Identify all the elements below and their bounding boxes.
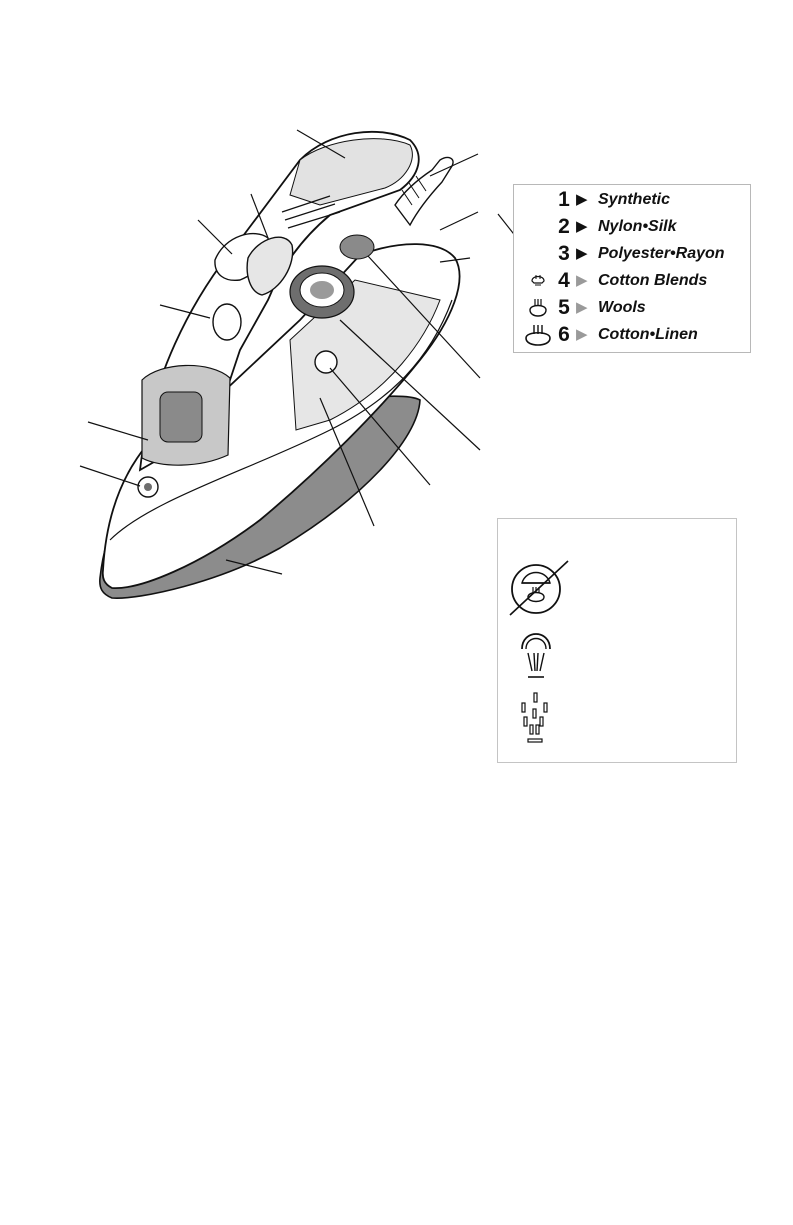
fabric-row-2 — [514, 213, 752, 241]
steam-burst-icon — [506, 623, 570, 687]
steam-medium-icon — [522, 296, 554, 320]
fabric-row-6 — [514, 321, 752, 349]
setting-number: 4 — [558, 269, 570, 292]
no-steam-icon — [506, 555, 570, 619]
play-arrow-icon: ▶ — [576, 245, 588, 262]
steam-large-icon — [522, 323, 554, 347]
play-arrow-icon: ▶ — [576, 191, 588, 208]
setting-number: 3 — [558, 242, 570, 265]
steam-small-icon — [522, 269, 554, 293]
fabric-row-5 — [514, 294, 752, 322]
fabric-name: Polyester•Rayon — [598, 245, 725, 262]
self-clean-button — [315, 351, 337, 373]
play-arrow-icon: ▶ — [576, 272, 588, 289]
setting-number: 5 — [558, 296, 570, 319]
vertical-steam-icon — [506, 691, 570, 755]
fabric-name: Wools — [598, 299, 646, 316]
fabric-name: Nylon•Silk — [598, 218, 677, 235]
play-arrow-icon: ▶ — [576, 218, 588, 235]
play-arrow-icon: ▶ — [576, 299, 588, 316]
setting-number: 2 — [558, 215, 570, 238]
setting-number: 6 — [558, 323, 570, 346]
water-window-inner — [160, 392, 202, 442]
play-arrow-icon: ▶ — [576, 326, 588, 343]
fabric-name: Cotton Blends — [598, 272, 708, 289]
fabric-row-1 — [514, 186, 752, 214]
setting-number: 1 — [558, 188, 570, 211]
fabric-name: Synthetic — [598, 191, 671, 208]
handle-grip — [290, 139, 412, 205]
fabric-name: Cotton•Linen — [598, 326, 698, 343]
steam-control-knob — [213, 304, 241, 340]
fabric-row-4 — [514, 267, 752, 295]
steam-symbols-panel — [497, 518, 737, 763]
indicator-light — [340, 235, 374, 259]
fabric-row-3 — [514, 240, 752, 268]
fabric-settings-panel — [513, 184, 751, 353]
